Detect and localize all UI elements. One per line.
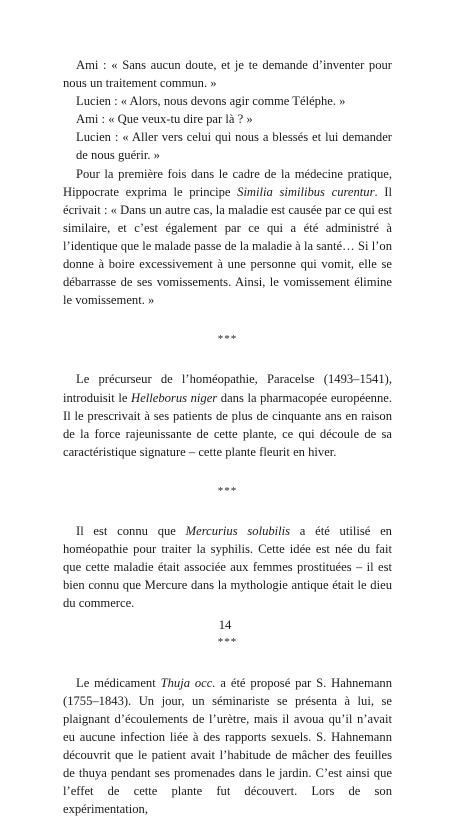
page-body: [63, 56, 392, 818]
paragraph-mercurius: [63, 522, 392, 612]
text-run: a été utilisé en homéopathie pour traiter la syphilis. Cette idée est née du fait que cette maladie était associée aux femmes prostituées – il est bien connu que Mercure dans la mythologie antique était le dieu du commerce.: [63, 523, 392, 611]
section-separator: ***: [217, 484, 238, 497]
text-run: Le médicament: [76, 675, 161, 690]
dialogue-line-3: [63, 110, 392, 128]
speaker: Ami :: [76, 112, 106, 127]
text-run: Pour la première fois dans le cadre de la médecine pratique, Hippocrate exprima le principe: [63, 166, 392, 199]
page-number: 14: [218, 618, 232, 632]
latin-term: Similia similibus curentur: [237, 184, 375, 199]
latin-term: Thuja occ.: [160, 675, 216, 690]
dialogue-text: « Que veux-tu dire par là ? »: [108, 112, 253, 127]
text-run: Le précurseur de l’homéopathie, Paracelse (1493–1541), introduisit le: [63, 372, 392, 405]
latin-term: Mercurius solubilis: [185, 523, 291, 538]
dialogue-text: « Alors, nous devons agir comme Téléphe. »: [120, 94, 346, 109]
dialogue-text: « Aller vers celui qui nous a blessés et lui demander de nous guérir. »: [76, 130, 392, 163]
speaker: Lucien :: [76, 94, 118, 109]
dialogue-text: « Sans aucun doute, et je te demande d’inventer pour nous un traitement commun. »: [63, 58, 393, 91]
speaker: Lucien :: [76, 130, 119, 145]
speaker: Ami :: [76, 58, 107, 72]
paragraph-hippocrate: [63, 165, 392, 310]
section-separator: ***: [217, 333, 238, 346]
dialogue-line-1: [63, 56, 392, 92]
paragraph-thuja: [63, 674, 392, 818]
text-run: Il est connu que: [76, 523, 186, 538]
text-run: . Il écrivait : « Dans un autre cas, la maladie est causée par ce qui est similaire, et c’est également par ce qui a été administré à l’identique que le malade passe de la maladie à la santé… Si l’on donne à boire excessivement à une personne qui vomit, elle se débarrasse de ses vomissements. Ainsi, le vomissement élimine le vomissement. »: [63, 184, 393, 308]
text-run: dans la pharmacopée européenne. Il le prescrivait à ses patients de plus de cinquante ans en raison de la force rajeunissante de cette plante, ce qui découle de sa caractéristique signature – cette plante fleurit en hiver.: [63, 390, 393, 459]
dialogue-line-2: [63, 92, 392, 110]
section-separator: ***: [217, 636, 238, 649]
latin-term: Helleborus niger: [131, 390, 218, 405]
text-run: a été proposé par S. Hahnemann (1755–1843). Un jour, un séminariste se présenta à lui, se plaignant d’écoulements de l’urètre, mais il avoua qu’il n’avait eu aucune infection liée à des rapports sexuels. S. Hahnemann découvrit que le patient avait l’habitude de mâcher des feuilles de thuya pendant ses promenades dans le jardin. C’est ainsi que l’effet de cette plante fut découvert. Lors de son expérimentation,: [63, 675, 392, 817]
dialogue-line-4: [63, 128, 392, 164]
paragraph-paracelse: [63, 370, 392, 460]
